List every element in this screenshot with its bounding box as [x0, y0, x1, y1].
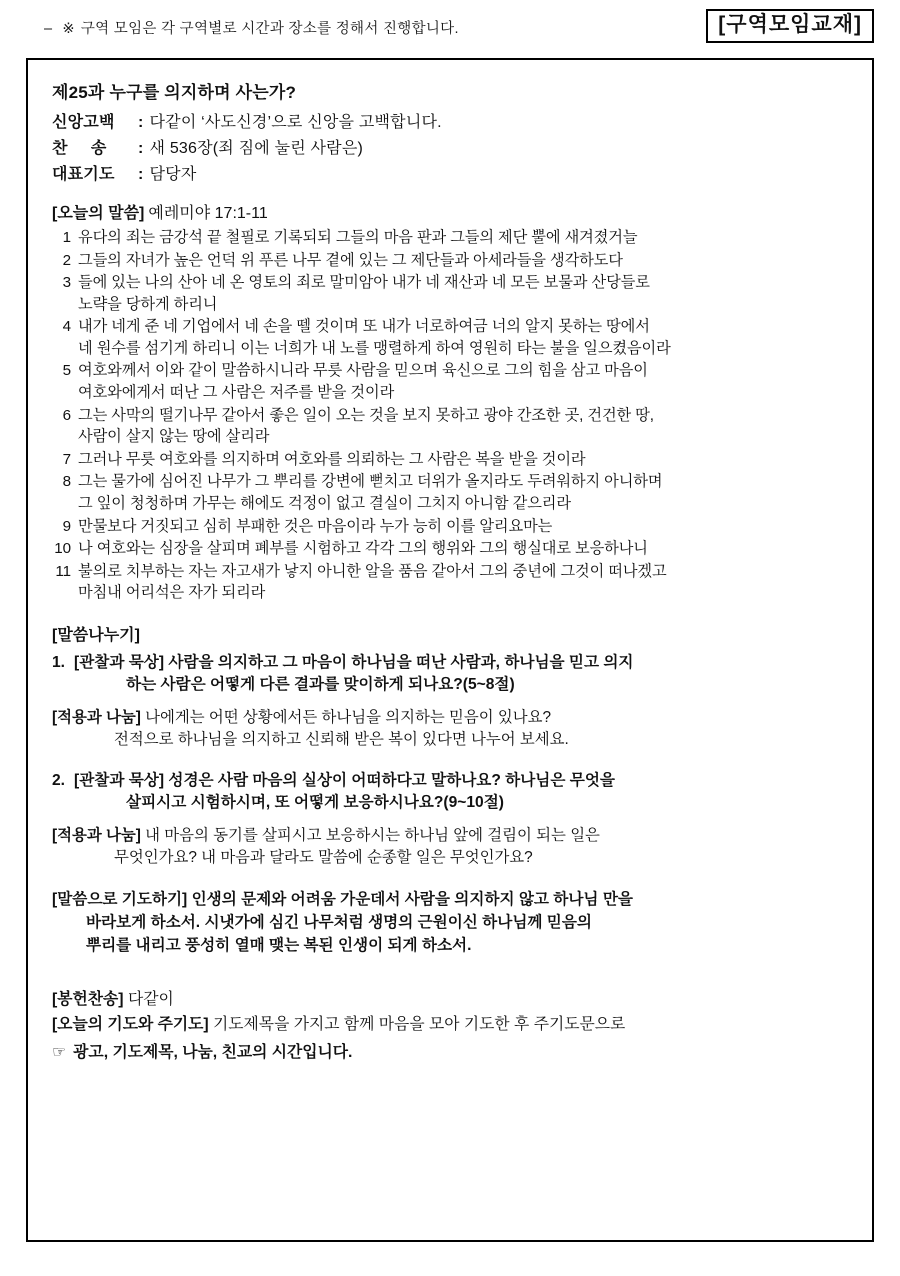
apply-1-line1: 나에게는 어떤 상황에서든 하나님을 의지하는 믿음이 있나요?	[145, 709, 552, 727]
verse-line: 그는 물가에 심어진 나무가 그 뿌리를 강변에 뻗치고 더위가 올지라도 두려워하지 아니하며	[78, 473, 663, 491]
question-1-number: 1.	[52, 653, 66, 671]
word-prayer-line2: 바라보게 하소서. 시냇가에 심긴 나무처럼 생명의 근원이신 하나님께 믿음의	[86, 913, 592, 931]
apply-2	[52, 825, 850, 870]
verse-text	[78, 272, 850, 315]
verse-row	[52, 250, 850, 272]
verse-line: 그러나 무릇 여호와를 의지하며 여호와를 의뢰하는 그 사람은 복을 받을 것이라	[78, 450, 586, 468]
meta-value-creed: 다같이 ‘사도신경’으로 신앙을 고백합니다.	[149, 114, 442, 131]
meta-separator: :	[138, 166, 144, 183]
question-2-tag: [관찰과 묵상]	[74, 771, 165, 789]
word-prayer-line1: 인생의 문제와 어려움 가운데서 사람을 의지하지 않고 하나님 만을	[191, 890, 633, 908]
question-2-line1: 성경은 사람 마음의 실상이 어떠하다고 말하나요? 하나님은 무엇을	[168, 771, 615, 789]
header-note-dash: –	[44, 20, 53, 37]
verse-line: 여호와께서 이와 같이 말씀하시니라 무릇 사람을 믿으며 육신으로 그의 힘을 삼고 마음이	[78, 362, 648, 380]
verse-line: 들에 있는 나의 산아 네 온 영토의 죄로 말미암아 내가 네 재산과 네 모든 보물과 산당들로	[78, 274, 650, 292]
meta-row-hymn	[52, 135, 850, 158]
question-1-body	[74, 652, 850, 697]
meta-label-hymn: 찬 송	[52, 140, 107, 157]
apply-1	[52, 707, 850, 752]
apply-1-tag: [적용과 나눔]	[52, 709, 141, 727]
meta-value-hymn: 새 536장(죄 짐에 눌린 사람은)	[149, 140, 364, 157]
verse-line: 나 여호와는 심장을 살피며 폐부를 시험하고 각각 그의 행위와 그의 행실대로 보응하나니	[78, 540, 648, 558]
offering-hymn-line	[52, 988, 850, 1012]
word-prayer-tag: [말씀으로 기도하기]	[52, 890, 188, 908]
scripture-heading	[52, 200, 850, 223]
verse-line: 그는 사막의 떨기나무 같아서 좋은 일이 오는 것을 보지 못하고 광야 간조한 곳, 건건한 땅,	[78, 406, 654, 424]
meta-label-prayer: 대표기도	[52, 166, 115, 183]
verse-number: 2	[62, 251, 71, 269]
verse-line: 불의로 치부하는 자는 자고새가 낳지 아니한 알을 품음 같아서 그의 중년에 그것이 떠나겠고	[78, 562, 667, 580]
word-prayer	[52, 888, 850, 958]
verse-row	[52, 561, 850, 604]
verse-line: 내가 네게 준 네 기업에서 네 손을 뗄 것이며 또 내가 너로하여금 너의 알지 못하는 땅에서	[78, 318, 650, 336]
verse-row	[52, 316, 850, 359]
page-header	[0, 0, 900, 46]
verse-text	[78, 250, 850, 272]
reference-mark-icon: ※	[62, 20, 75, 37]
verse-number: 8	[62, 473, 71, 491]
word-prayer-line3: 뿌리를 내리고 풍성히 열매 맺는 복된 인생이 되게 하소서.	[86, 937, 472, 955]
closing-prayer-value: 기도제목을 가지고 함께 마음을 모아 기도한 후 주기도문으로	[213, 1016, 626, 1034]
question-1-tag: [관찰과 묵상]	[74, 653, 165, 671]
offering-hymn-value: 다같이	[127, 990, 174, 1008]
verse-text	[78, 471, 850, 514]
verse-text	[78, 516, 850, 538]
offering-hymn-tag: [봉헌찬송]	[52, 990, 124, 1008]
verse-row	[52, 471, 850, 514]
scripture-heading-label: [오늘의 말씀]	[52, 205, 145, 222]
meta-separator: :	[138, 114, 144, 131]
meta-row-creed	[52, 109, 850, 132]
verse-text	[78, 561, 850, 604]
apply-1-line2: 전적으로 하나님을 의지하고 신뢰해 받은 복이 있다면 나누어 보세요.	[114, 731, 569, 749]
scripture-verse-list	[52, 227, 850, 604]
sharing-heading: [말씀나누기]	[52, 626, 140, 644]
verse-text	[78, 449, 850, 471]
closing-prayer-line	[52, 1013, 850, 1037]
document-title-badge: [구역모임교재]	[706, 9, 874, 42]
header-note	[44, 9, 459, 38]
verse-line-cont: 여호와에게서 떠난 그 사람은 저주를 받을 것이라	[78, 384, 395, 402]
question-2-line2: 살피시고 시험하시며, 또 어떻게 보응하시나요?(9~10절)	[126, 794, 504, 812]
verse-text	[78, 316, 850, 359]
verse-line: 그들의 자녀가 높은 언덕 위 푸른 나무 곁에 있는 그 제단들과 아세라들을 생각하도다	[78, 251, 623, 269]
verse-number: 1	[62, 229, 71, 246]
notice-line	[52, 1039, 850, 1062]
verse-row	[52, 405, 850, 448]
question-2	[52, 770, 850, 815]
verse-row	[52, 449, 850, 471]
verse-line-cont: 네 원수를 섬기게 하리니 이는 너희가 내 노를 맹렬하게 하여 영원히 타는 불을 일으켰음이라	[78, 339, 671, 357]
closing-prayer-tag: [오늘의 기도와 주기도]	[52, 1016, 209, 1034]
verse-number: 3	[62, 274, 71, 292]
verse-number: 7	[62, 450, 71, 468]
pointer-right-icon: ☞	[52, 1044, 67, 1062]
apply-2-tag: [적용과 나눔]	[52, 826, 141, 844]
scripture-reference: 예레미야 17:1-11	[148, 205, 268, 222]
verse-text	[78, 360, 850, 403]
verse-number: 6	[62, 406, 71, 424]
verse-text	[78, 227, 850, 249]
verse-row	[52, 360, 850, 403]
header-note-text: 구역 모임은 각 구역별로 시간과 장소를 정해서 진행합니다.	[80, 20, 459, 37]
question-1	[52, 652, 850, 697]
meta-separator: :	[138, 140, 144, 157]
lesson-title: 제25과 누구를 의지하며 사는가?	[52, 83, 297, 102]
verse-row	[52, 272, 850, 315]
content-frame	[26, 58, 874, 1242]
question-2-body	[74, 770, 850, 815]
verse-number: 10	[54, 540, 71, 558]
question-1-line2: 하는 사람은 어떻게 다른 결과를 맞이하게 되나요?(5~8절)	[126, 676, 515, 694]
apply-2-line2: 무엇인가요? 내 마음과 달라도 말씀에 순종할 일은 무엇인가요?	[114, 849, 533, 867]
verse-number: 11	[55, 562, 71, 580]
verse-number: 5	[62, 362, 71, 380]
verse-row	[52, 516, 850, 538]
verse-line-cont: 그 잎이 청청하며 가무는 해에도 걱정이 없고 결실이 그치지 아니함 같으리라	[78, 494, 571, 512]
question-1-line1: 사람을 의지하고 그 마음이 하나님을 떠난 사람과, 하나님을 믿고 의지	[168, 653, 634, 671]
verse-text	[78, 538, 850, 560]
verse-line-cont: 사람이 살지 않는 땅에 살리라	[78, 428, 270, 446]
question-2-number: 2.	[52, 771, 66, 789]
meta-value-prayer: 담당자	[149, 166, 197, 183]
verse-text	[78, 405, 850, 448]
notice-text: 광고, 기도제목, 나눔, 친교의 시간입니다.	[73, 1044, 353, 1062]
meta-label-creed: 신앙고백	[52, 114, 115, 131]
verse-row	[52, 227, 850, 249]
verse-line-cont: 노략을 당하게 하리니	[78, 295, 218, 313]
verse-row	[52, 538, 850, 560]
verse-line: 만물보다 거짓되고 심히 부패한 것은 마음이라 누가 능히 이를 알리요마는	[78, 517, 553, 535]
meta-row-prayer	[52, 161, 850, 184]
verse-line-cont: 마침내 어리석은 자가 되리라	[78, 584, 266, 602]
verse-number: 4	[62, 318, 71, 336]
verse-number: 9	[62, 517, 71, 535]
apply-2-line1: 내 마음의 동기를 살피시고 보응하시는 하나님 앞에 걸림이 되는 일은	[145, 826, 600, 844]
verse-line: 유다의 죄는 금강석 끝 철필로 기록되되 그들의 마음 판과 그들의 제단 뿔에 새겨졌거늘	[78, 229, 638, 246]
